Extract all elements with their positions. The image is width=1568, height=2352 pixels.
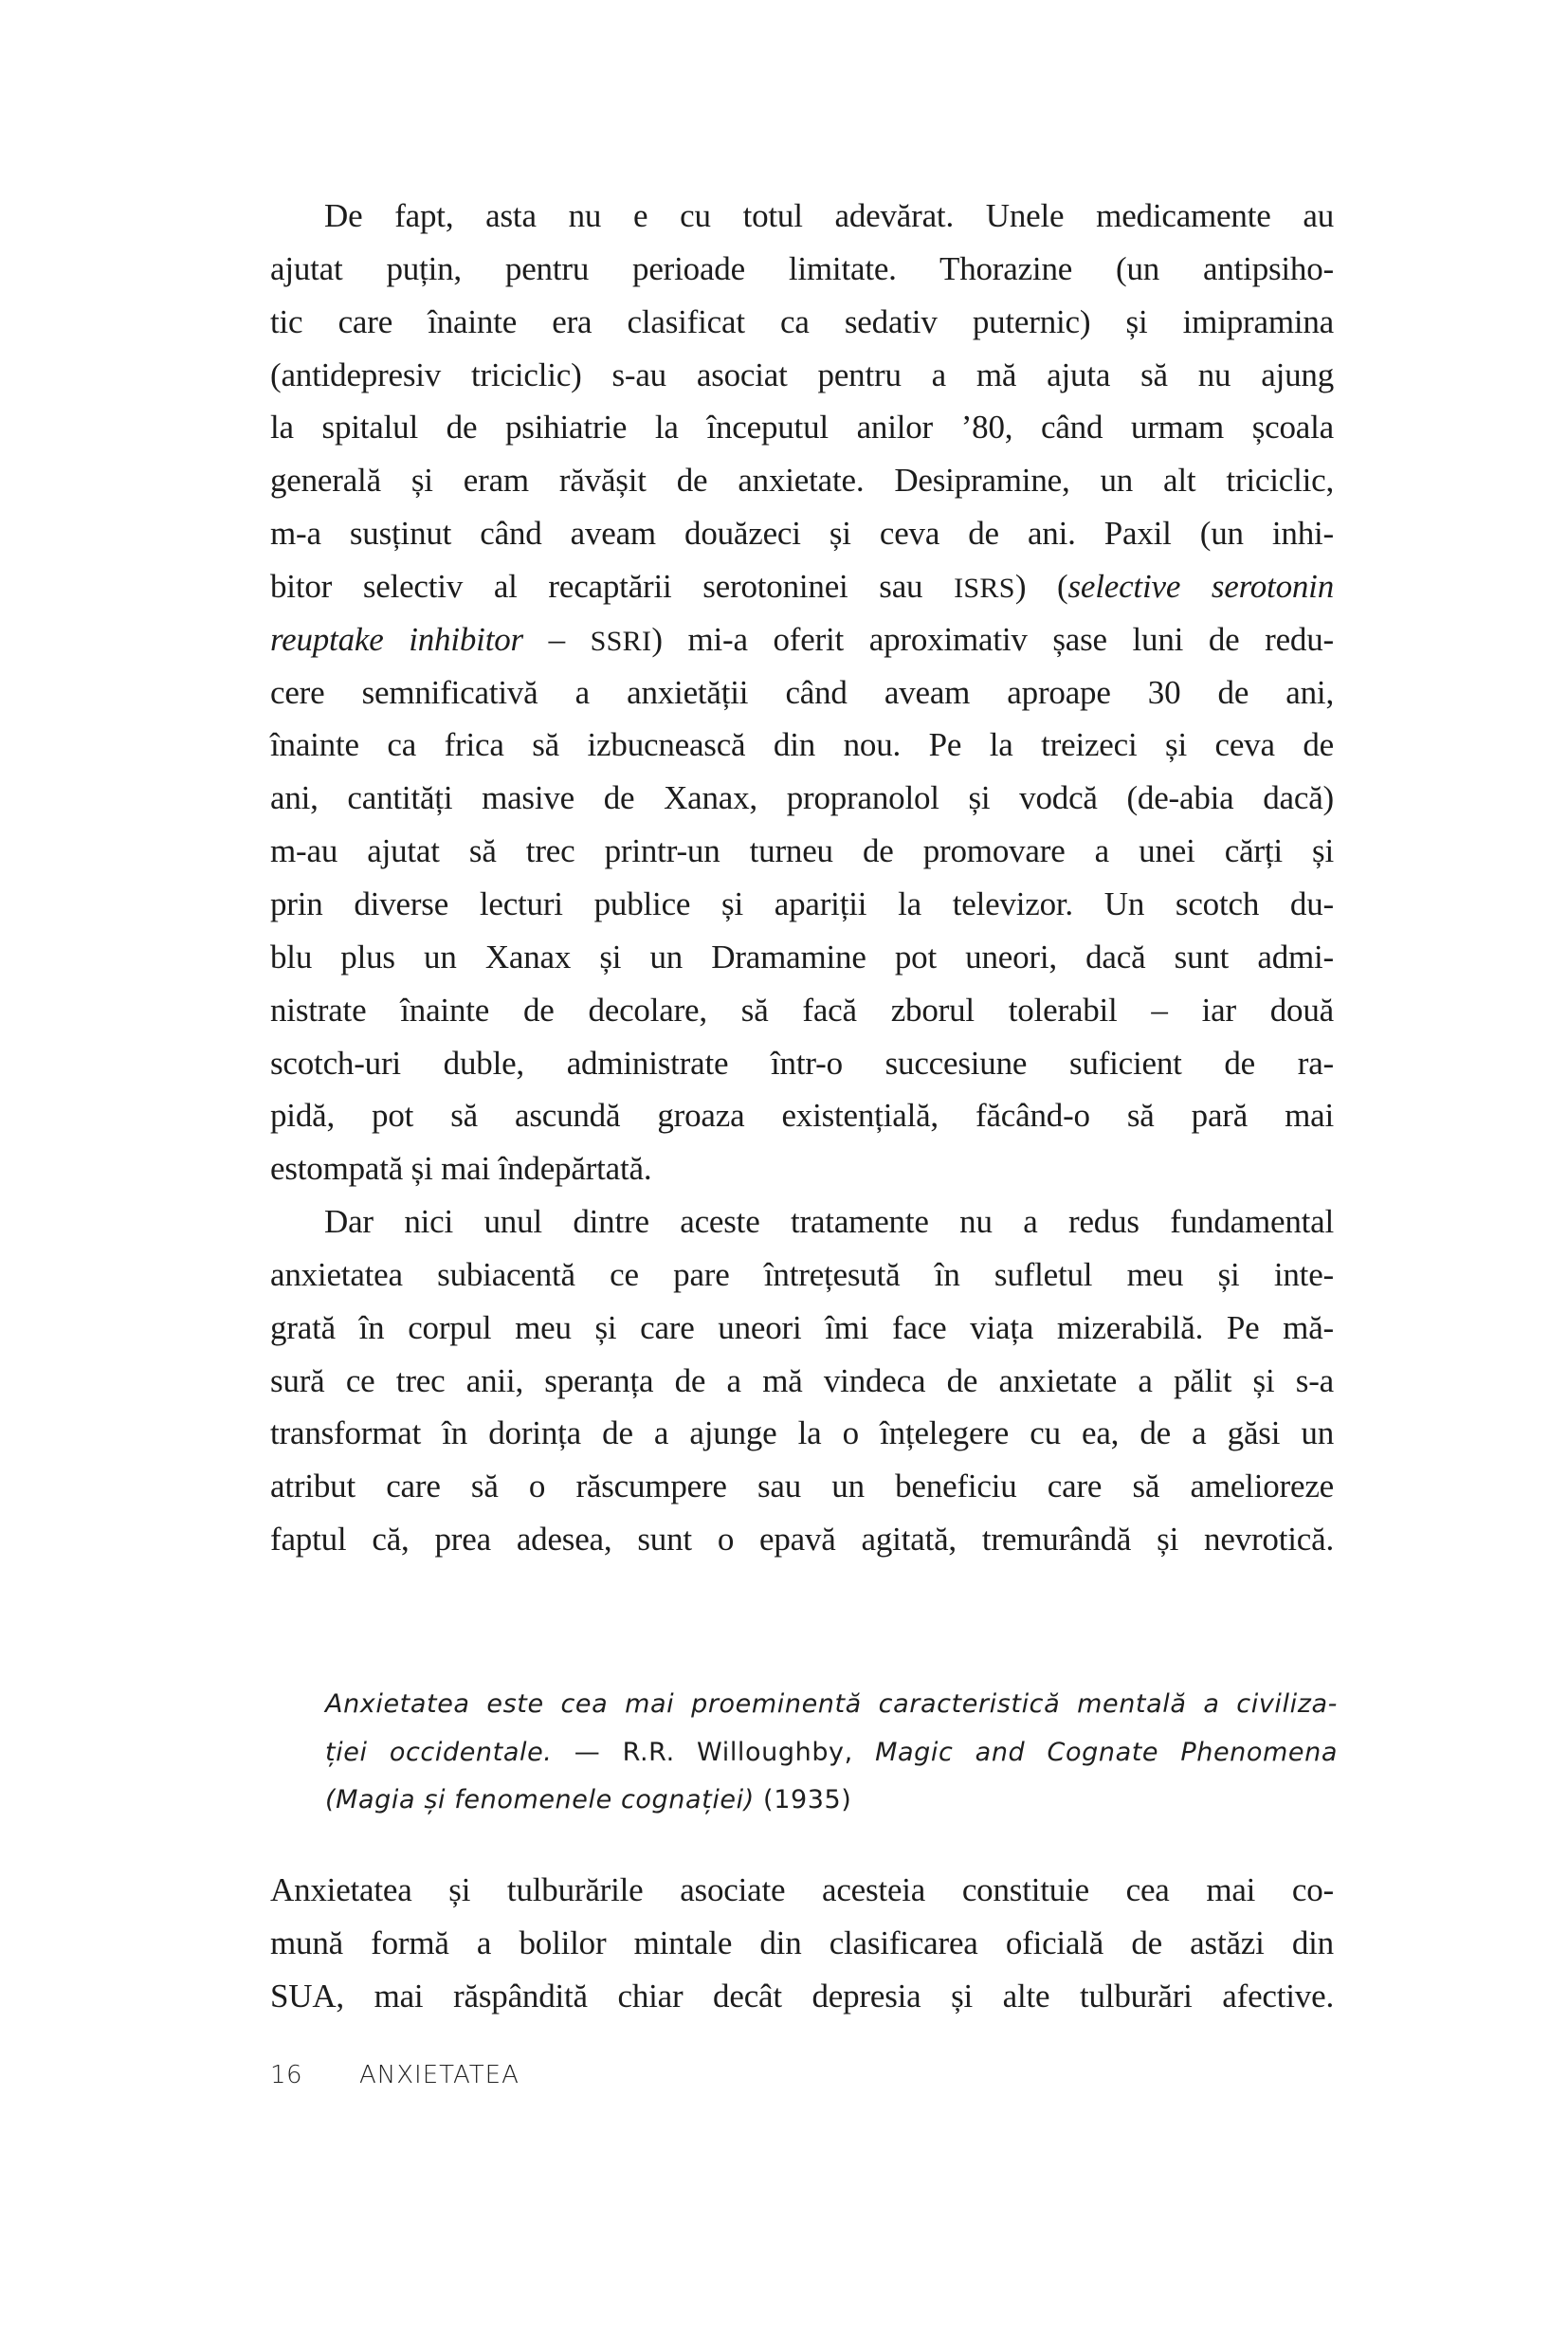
text-line: m-a susținut când aveam douăzeci și ceva de ani. Paxil (un inhi- bbox=[270, 515, 1334, 553]
paragraph-3 bbox=[270, 1864, 1334, 2023]
text-line: la spitalul de psihiatrie la începutul anilor ’80, când urmam școala bbox=[270, 409, 1334, 447]
page-number: 16 bbox=[270, 2061, 303, 2089]
text-segment: bitor selectiv al recaptării serotoninei sau bbox=[270, 567, 955, 605]
paragraph-2 bbox=[270, 1195, 1334, 1566]
acronym-ssri: SSRI bbox=[590, 624, 652, 657]
text-line: sură ce trec anii, speranța de a mă vindeca de anxietate a pălit și s-a bbox=[270, 1361, 1334, 1399]
quote-attribution: — R.R. Willoughby, bbox=[552, 1737, 876, 1767]
italic-term: reuptake inhibitor bbox=[270, 620, 523, 658]
text-line: prin diverse lecturi publice și apariții la televizor. Un scotch du- bbox=[270, 884, 1334, 922]
text-line bbox=[270, 613, 1334, 666]
quote-work-title: Magic and Cognate Phenomena bbox=[875, 1737, 1338, 1767]
epigraph-line: Anxietatea este cea mai proeminentă caracteristică mentală a civiliza- bbox=[325, 1689, 1338, 1719]
quote-year: (1935) bbox=[754, 1785, 852, 1814]
text-segment: ) mi-a oferit aproximativ șase luni de redu- bbox=[651, 620, 1334, 658]
text-line: m-au ajutat să trec printr-un turneu de promovare a unei cărți și bbox=[270, 832, 1334, 870]
running-head: ANXIETATEA bbox=[359, 2061, 520, 2089]
epigraph-line bbox=[325, 1777, 1338, 1825]
text-line: faptul că, prea adesea, sunt o epavă agitată, tremurândă și nevrotică. bbox=[270, 1521, 1334, 1559]
epigraph-line bbox=[325, 1729, 1338, 1778]
text-line: Dar nici unul dintre aceste tratamente nu a redus fundamental bbox=[324, 1203, 1334, 1240]
text-line: estompată și mai îndepărtată. bbox=[270, 1150, 652, 1188]
text-line bbox=[270, 560, 1334, 613]
text-line: ani, cantități masive de Xanax, propranolol și vodcă (de-abia dacă) bbox=[270, 779, 1334, 817]
text-line: tic care înainte era clasificat ca sedativ puternic) și imipramina bbox=[270, 302, 1334, 340]
text-line: mună formă a bolilor mintale din clasificarea oficială de astăzi din bbox=[270, 1924, 1334, 1961]
text-line: blu plus un Xanax și un Dramamine pot uneori, dacă sunt admi- bbox=[270, 938, 1334, 975]
text-line: atribut care să o răscumpere sau un beneficiu care să amelioreze bbox=[270, 1468, 1334, 1505]
text-line: scotch-uri duble, administrate într-o succesiune suficient de ra- bbox=[270, 1044, 1334, 1082]
text-line: transformat în dorința de a ajunge la o înțelegere cu ea, de a găsi un bbox=[270, 1414, 1334, 1452]
quote-work-translation: (Magia și fenomenele cognației) bbox=[325, 1785, 755, 1814]
text-line: De fapt, asta nu e cu totul adevărat. Unele medicamente au bbox=[324, 197, 1334, 234]
italic-term: selective serotonin bbox=[1067, 567, 1334, 605]
paragraph-1 bbox=[270, 190, 1334, 1195]
quote-text: ției occidentale. bbox=[325, 1737, 553, 1767]
text-line: (antidepresiv triciclic) s-au asociat pentru a mă ajuta să nu ajung bbox=[270, 356, 1334, 393]
text-line: ajutat puțin, pentru perioade limitate. Thorazine (un antipsiho- bbox=[270, 249, 1334, 287]
text-line: pidă, pot să ascundă groaza existențială, făcând-o să pară mai bbox=[270, 1097, 1334, 1135]
text-line: anxietatea subiacentă ce pare întrețesută în sufletul meu și inte- bbox=[270, 1255, 1334, 1293]
text-line: generală și eram răvășit de anxietate. Desipramine, un alt triciclic, bbox=[270, 462, 1334, 500]
text-line: cere semnificativă a anxietății când aveam aproape 30 de ani, bbox=[270, 673, 1334, 711]
text-line: înainte ca frica să izbucnească din nou. Pe la treizeci și ceva de bbox=[270, 726, 1334, 764]
acronym-isrs: ISRS bbox=[954, 571, 1015, 604]
text-segment: ) ( bbox=[1014, 567, 1068, 605]
epigraph-quote bbox=[325, 1681, 1338, 1825]
text-line: nistrate înainte de decolare, să facă zborul tolerabil – iar două bbox=[270, 991, 1334, 1029]
text-line: Anxietatea și tulburările asociate acesteia constituie cea mai co- bbox=[270, 1871, 1334, 1908]
text-line: SUA, mai răspândită chiar decât depresia și alte tulburări afective. bbox=[270, 1977, 1334, 2015]
text-line: grată în corpul meu și care uneori îmi face viața mizerabilă. Pe mă- bbox=[270, 1308, 1334, 1346]
text-segment: – bbox=[522, 620, 591, 658]
